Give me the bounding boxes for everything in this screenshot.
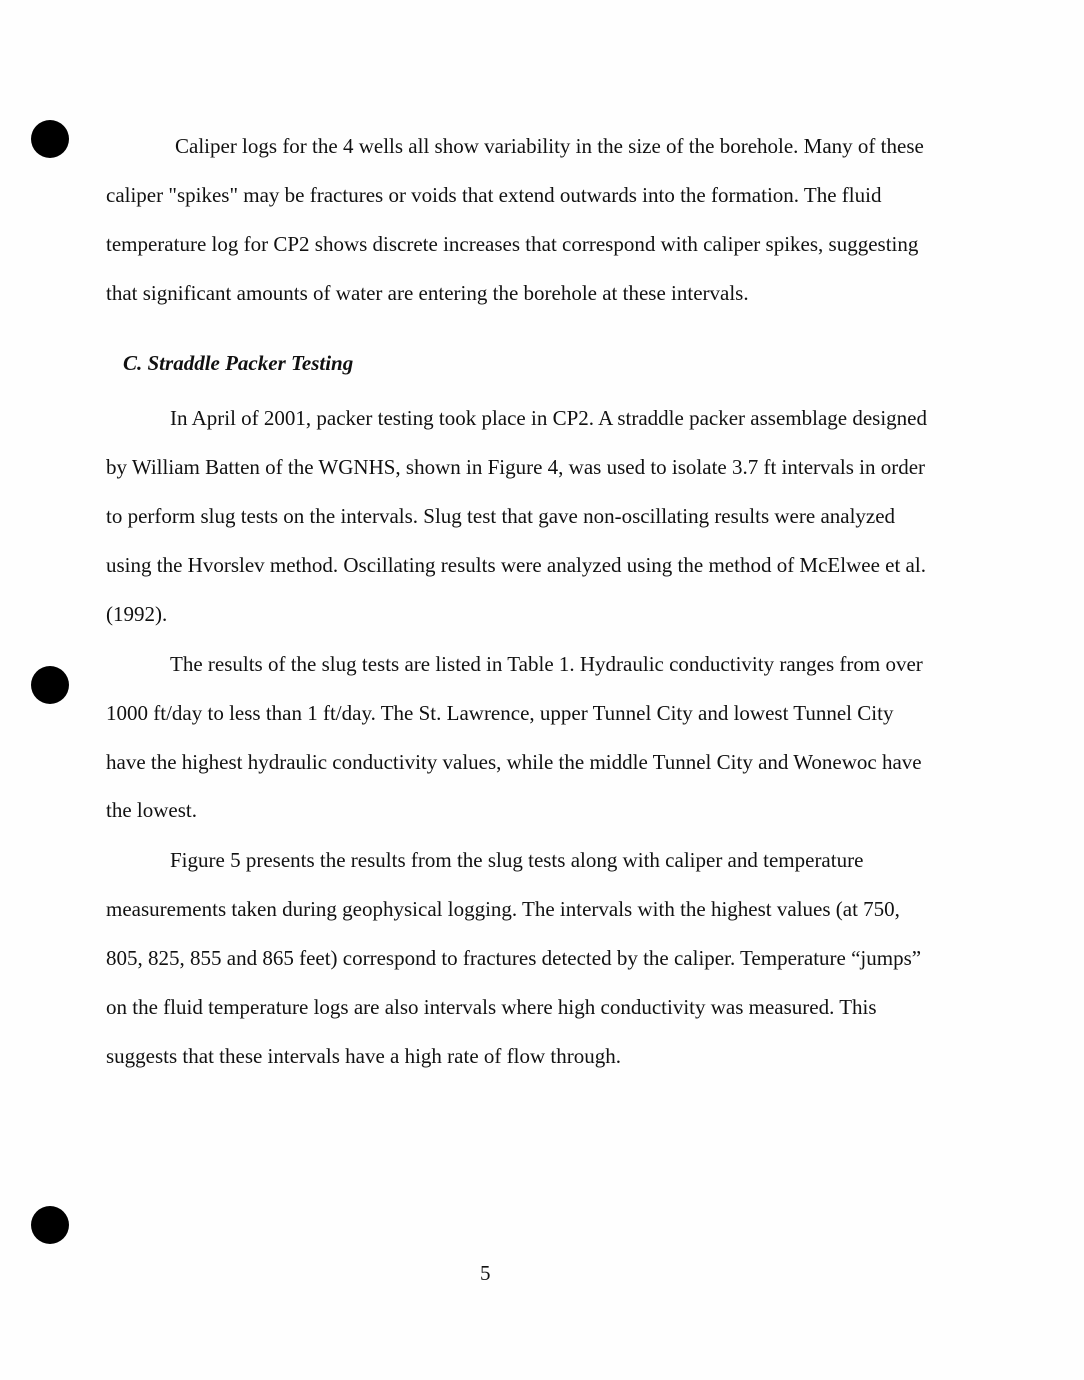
paragraph-line: suggests that these intervals have a high rate of flow through. [106,1044,621,1068]
paragraph-line: that significant amounts of water are entering the borehole at these intervals. [106,281,749,305]
paragraph-line: have the highest hydraulic conductivity values, while the middle Tunnel City and Wonewoc have [106,750,922,774]
paragraph-line: The results of the slug tests are listed in Table 1. Hydraulic conductivity ranges from over [170,652,923,676]
paragraph-line: 1000 ft/day to less than 1 ft/day. The St. Lawrence, upper Tunnel City and lowest Tunnel City [106,701,894,725]
punch-hole-top [31,120,69,158]
section-heading: C. Straddle Packer Testing [123,351,354,375]
paragraph-line: Figure 5 presents the results from the slug tests along with caliper and temperature [170,848,864,872]
paragraph-line: In April of 2001, packer testing took place in CP2. A straddle packer assemblage designed [170,406,927,430]
paragraph-line: 805, 825, 855 and 865 feet) correspond to fractures detected by the caliper. Temperature “jumps” [106,946,922,970]
paragraph-line: using the Hvorslev method. Oscillating results were analyzed using the method of McElwee et al. [106,553,926,577]
paragraph-line: caliper "spikes" may be fractures or voids that extend outwards into the formation. The fluid [106,183,882,207]
paragraph-line: on the fluid temperature logs are also intervals where high conductivity was measured. This [106,995,877,1019]
paragraph-line: the lowest. [106,798,197,822]
paragraph-line: by William Batten of the WGNHS, shown in Figure 4, was used to isolate 3.7 ft intervals in order [106,455,926,479]
page-number: 5 [480,1261,491,1285]
paragraph-line: (1992). [106,602,168,626]
paragraph-line: Caliper logs for the 4 wells all show variability in the size of the borehole. Many of these [175,134,924,158]
punch-hole-middle [31,666,69,704]
paragraph-line: to perform slug tests on the intervals. Slug test that gave non-oscillating results were analyzed [106,504,896,528]
punch-hole-bottom [31,1206,69,1244]
paragraph-line: measurements taken during geophysical logging. The intervals with the highest values (at 750, [106,897,900,921]
paragraph-line: temperature log for CP2 shows discrete increases that correspond with caliper spikes, suggesting [106,232,919,256]
